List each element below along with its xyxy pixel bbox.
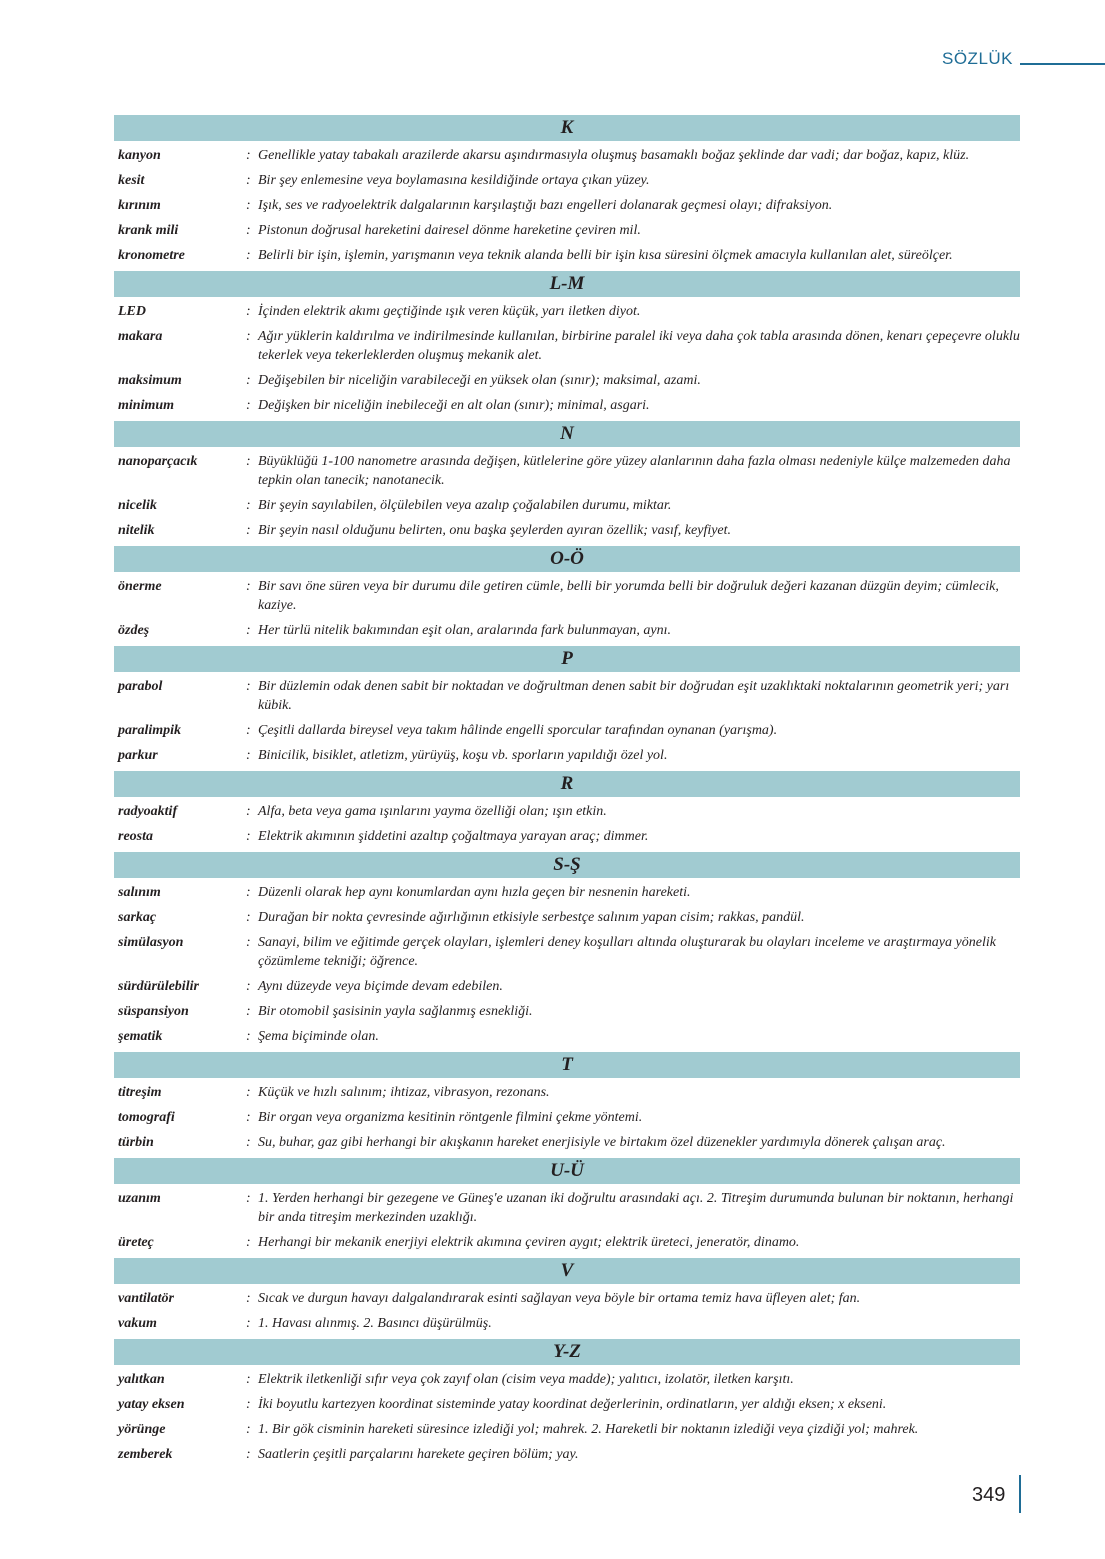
entry-separator: : [246, 679, 251, 694]
glossary-entry [114, 1445, 1020, 1464]
entry-definition: Genellikle yatay tabakalı arazilerde akarsu aşındırmasıyla oluşmuş basamaklı boğaz şeklinde dar vadi; dar boğaz, kapız, klüz. [258, 148, 970, 163]
entry-separator: : [246, 723, 251, 738]
entry-separator: : [246, 398, 251, 413]
glossary-entry [114, 721, 1020, 740]
glossary-entry [114, 1370, 1020, 1389]
glossary-entry [114, 302, 1020, 321]
entry-definition: Su, buhar, gaz gibi herhangi bir akışkanın hareket enerjisiyle ve birtakım özel düzenekler yardımıyla dönerek çalışan araç. [258, 1135, 946, 1150]
entry-definition: Değişebilen bir niceliğin varabileceği en yüksek olan (sınır); maksimal, azami. [258, 373, 701, 388]
entry-separator: : [246, 910, 251, 925]
glossary-entry [114, 1189, 1020, 1227]
entry-definition: Çeşitli dallarda bireysel veya takım hâlinde engelli sporcular tarafından oynanan (yarışma). [258, 723, 778, 738]
entry-separator: : [246, 329, 251, 344]
entry-separator: : [246, 1397, 251, 1412]
section-header: N [114, 421, 1020, 447]
glossary-entry [114, 827, 1020, 846]
entry-separator: : [246, 1085, 251, 1100]
glossary-entry [114, 246, 1020, 265]
entry-separator: : [246, 1110, 251, 1125]
entry-term: radyoaktif [118, 804, 178, 819]
glossary-entry [114, 327, 1020, 365]
glossary-entry [114, 1420, 1020, 1439]
glossary-entry [114, 1289, 1020, 1308]
glossary-list [114, 114, 1020, 1470]
entry-definition: Bir otomobil şasisinin yayla sağlanmış esnekliği. [258, 1004, 533, 1019]
page-number-rule [1019, 1475, 1021, 1513]
glossary-entry [114, 171, 1020, 190]
glossary-entry [114, 1002, 1020, 1021]
glossary-entry [114, 196, 1020, 215]
entry-definition: Bir düzlemin odak denen sabit bir noktadan ve doğrultman denen sabit bir doğrudan eşit uzaklıktaki noktalarının geometrik yeri; yarı kübik. [258, 679, 1010, 713]
entry-definition: Belirli bir işin, işlemin, yarışmanın veya teknik alanda belli bir işin kısa süresini ölçmek amacıyla kullanılan alet, süreölçer. [258, 248, 953, 263]
section-header: R [114, 771, 1020, 797]
entry-definition: Şema biçiminde olan. [258, 1029, 379, 1044]
entry-separator: : [246, 935, 251, 950]
glossary-entry [114, 1133, 1020, 1152]
entry-separator: : [246, 1004, 251, 1019]
section-header: T [114, 1052, 1020, 1078]
entry-term: süspansiyon [118, 1004, 189, 1019]
entry-separator: : [246, 885, 251, 900]
entry-term: kesit [118, 173, 145, 188]
entry-separator: : [246, 248, 251, 263]
entry-separator: : [246, 1447, 251, 1462]
entry-term: LED [118, 304, 146, 319]
entry-term: parkur [118, 748, 158, 763]
glossary-entry [114, 496, 1020, 515]
entry-separator: : [246, 1191, 251, 1206]
entry-term: nanoparçacık [118, 454, 198, 469]
entry-separator: : [246, 373, 251, 388]
entry-term: yörünge [118, 1422, 166, 1437]
section-header: P [114, 646, 1020, 672]
section-header: L-M [114, 271, 1020, 297]
entry-definition: Sanayi, bilim ve eğitimde gerçek olayları, işlemleri deney koşulları altında oluşturarak bu olayları inceleme ve araştırmaya yönelik çözümleme tekniği; öğrence. [258, 935, 996, 969]
glossary-entry [114, 452, 1020, 490]
entry-separator: : [246, 1291, 251, 1306]
section-header: S-Ş [114, 852, 1020, 878]
page-section-title: SÖZLÜK [942, 49, 1014, 68]
entry-definition: 1. Bir gök cisminin hareketi süresince izlediği yol; mahrek. 2. Hareketli bir noktanın izlediği veya çizdiği yol; mahrek. [258, 1422, 919, 1437]
entry-term: sürdürülebilir [118, 979, 199, 994]
glossary-entry [114, 521, 1020, 540]
glossary-entry [114, 1233, 1020, 1252]
entry-definition: Bir savı öne süren veya bir durumu dile getiren cümle, belli bir yorumda belli bir doğruluk değeri kazanan düzgün deyim; cümlecik, kaziye. [258, 579, 999, 613]
entry-definition: Bir şeyin sayılabilen, ölçülebilen veya azalıp çoğalabilen durumu, miktar. [258, 498, 672, 513]
entry-separator: : [246, 1422, 251, 1437]
entry-separator: : [246, 1235, 251, 1250]
glossary-entry [114, 396, 1020, 415]
entry-definition: Herhangi bir mekanik enerjiyi elektrik akımına çeviren aygıt; elektrik üreteci, jeneratör, dinamo. [258, 1235, 800, 1250]
entry-definition: Pistonun doğrusal hareketini dairesel dönme hareketine çeviren mil. [258, 223, 641, 238]
glossary-entry [114, 1083, 1020, 1102]
entry-definition: Elektrik akımının şiddetini azaltıp çoğaltmaya yarayan araç; dimmer. [258, 829, 649, 844]
entry-separator: : [246, 979, 251, 994]
entry-definition: Işık, ses ve radyoelektrik dalgalarının karşılaştığı bazı engelleri dolanarak geçmesi olayı; difraksiyon. [258, 198, 833, 213]
entry-separator: : [246, 1372, 251, 1387]
entry-definition: 1. Havası alınmış. 2. Basıncı düşürülmüş. [258, 1316, 492, 1331]
entry-term: özdeş [118, 623, 150, 638]
entry-term: krank mili [118, 223, 179, 238]
entry-separator: : [246, 198, 251, 213]
entry-definition: Bir şeyin nasıl olduğunu belirten, onu başka şeylerden ayıran özellik; vasıf, keyfiyet. [258, 523, 732, 538]
entry-definition: Alfa, beta veya gama ışınlarını yayma özelliği olan; ışın etkin. [258, 804, 607, 819]
page-number: 349 [972, 1484, 1006, 1506]
entry-definition: Büyüklüğü 1-100 nanometre arasında değişen, kütlelerine göre yüzey alanlarının daha fazla olması nedeniyle külçe malzemeden daha tepkin olan tanecik; nanotanecik. [258, 454, 1011, 488]
entry-definition: Aynı düzeyde veya biçimde devam edebilen. [258, 979, 503, 994]
entry-separator: : [246, 1316, 251, 1331]
glossary-entry [114, 577, 1020, 615]
entry-definition: Elektrik iletkenliği sıfır veya çok zayıf olan (cisim veya madde); yalıtıcı, izolatör, iletken karşıtı. [258, 1372, 794, 1387]
entry-term: vantilatör [118, 1291, 175, 1306]
entry-term: vakum [118, 1316, 157, 1331]
entry-term: paralimpik [118, 723, 182, 738]
entry-definition: Her türlü nitelik bakımından eşit olan, aralarında fark bulunmayan, aynı. [258, 623, 671, 638]
entry-term: sarkaç [118, 910, 157, 925]
section-header: K [114, 115, 1020, 141]
entry-term: simülasyon [118, 935, 184, 950]
entry-term: önerme [118, 579, 162, 594]
entry-term: reosta [118, 829, 153, 844]
section-header: O-Ö [114, 546, 1020, 572]
entry-definition: Bir organ veya organizma kesitinin röntgenle filmini çekme yöntemi. [258, 1110, 643, 1125]
glossary-entry [114, 677, 1020, 715]
entry-term: yalıtkan [118, 1372, 165, 1387]
entry-separator: : [246, 748, 251, 763]
entry-definition: 1. Yerden herhangi bir gezegene ve Güneş'e uzanan iki doğrultu arasındaki açı. 2. Titreşim durumunda bulunan bir noktanın, herhangi bir anda titreşim merkezinden uzaklığı. [258, 1191, 1014, 1225]
glossary-entry [114, 933, 1020, 971]
entry-definition: İki boyutlu kartezyen koordinat sisteminde yatay koordinat değerlerinin, ordinatların, yer aldığı eksen; x ekseni. [258, 1397, 887, 1412]
entry-term: parabol [118, 679, 163, 694]
entry-term: maksimum [118, 373, 182, 388]
glossary-entry [114, 1314, 1020, 1333]
glossary-entry [114, 746, 1020, 765]
entry-term: uzanım [118, 1191, 161, 1206]
entry-term: tomografi [118, 1110, 175, 1125]
entry-definition: İçinden elektrik akımı geçtiğinde ışık veren küçük, yarı iletken diyot. [258, 304, 641, 319]
entry-separator: : [246, 223, 251, 238]
glossary-entry [114, 883, 1020, 902]
entry-term: üreteç [118, 1235, 154, 1250]
glossary-entry [114, 1108, 1020, 1127]
glossary-entry [114, 977, 1020, 996]
entry-term: makara [118, 329, 163, 344]
entry-definition: Düzenli olarak hep aynı konumlardan aynı hızla geçen bir nesnenin hareketi. [258, 885, 691, 900]
entry-separator: : [246, 804, 251, 819]
glossary-entry [114, 221, 1020, 240]
section-header: U-Ü [114, 1158, 1020, 1184]
entry-definition: Binicilik, bisiklet, atletizm, yürüyüş, koşu vb. sporların yapıldığı özel yol. [258, 748, 668, 763]
entry-definition: Saatlerin çeşitli parçalarını harekete geçiren bölüm; yay. [258, 1447, 579, 1462]
glossary-entry [114, 621, 1020, 640]
entry-term: türbin [118, 1135, 154, 1150]
entry-definition: Değişken bir niceliğin inebileceği en alt olan (sınır); minimal, asgari. [258, 398, 650, 413]
glossary-entry [114, 1395, 1020, 1414]
entry-separator: : [246, 523, 251, 538]
entry-definition: Küçük ve hızlı salınım; ihtizaz, vibrasyon, rezonans. [258, 1085, 550, 1100]
entry-term: zemberek [118, 1447, 173, 1462]
entry-term: salınım [118, 885, 161, 900]
entry-term: minimum [118, 398, 175, 413]
entry-definition: Sıcak ve durgun havayı dalgalandırarak esinti sağlayan veya böyle bir ortama temiz hava üfleyen alet; fan. [258, 1291, 861, 1306]
section-header: Y-Z [114, 1339, 1020, 1365]
entry-definition: Ağır yüklerin kaldırılma ve indirilmesinde kullanılan, birbirine paralel iki veya daha çok tabla arasında dönen, kenarı çepeçevre oluklu tekerlek veya tekerleklerden oluşmuş mekanik alet. [258, 329, 1020, 363]
entry-term: kanyon [118, 148, 161, 163]
glossary-entry [114, 908, 1020, 927]
entry-separator: : [246, 623, 251, 638]
entry-separator: : [246, 829, 251, 844]
entry-term: nitelik [118, 523, 155, 538]
section-header: V [114, 1258, 1020, 1284]
entry-term: nicelik [118, 498, 157, 513]
entry-separator: : [246, 173, 251, 188]
entry-separator: : [246, 304, 251, 319]
glossary-entry [114, 371, 1020, 390]
entry-definition: Durağan bir nokta çevresinde ağırlığının etkisiyle serbestçe salınım yapan cisim; rakkas, pandül. [258, 910, 805, 925]
entry-definition: Bir şey enlemesine veya boylamasına kesildiğinde ortaya çıkan yüzey. [258, 173, 650, 188]
entry-separator: : [246, 1029, 251, 1044]
entry-separator: : [246, 1135, 251, 1150]
entry-term: kronometre [118, 248, 185, 263]
glossary-entry [114, 802, 1020, 821]
entry-separator: : [246, 454, 251, 469]
header-rule [1020, 63, 1105, 65]
entry-term: şematik [118, 1029, 163, 1044]
entry-term: titreşim [118, 1085, 162, 1100]
glossary-entry [114, 1027, 1020, 1046]
entry-separator: : [246, 498, 251, 513]
entry-separator: : [246, 148, 251, 163]
entry-separator: : [246, 579, 251, 594]
glossary-entry [114, 146, 1020, 165]
entry-term: kırınım [118, 198, 161, 213]
entry-term: yatay eksen [118, 1397, 185, 1412]
